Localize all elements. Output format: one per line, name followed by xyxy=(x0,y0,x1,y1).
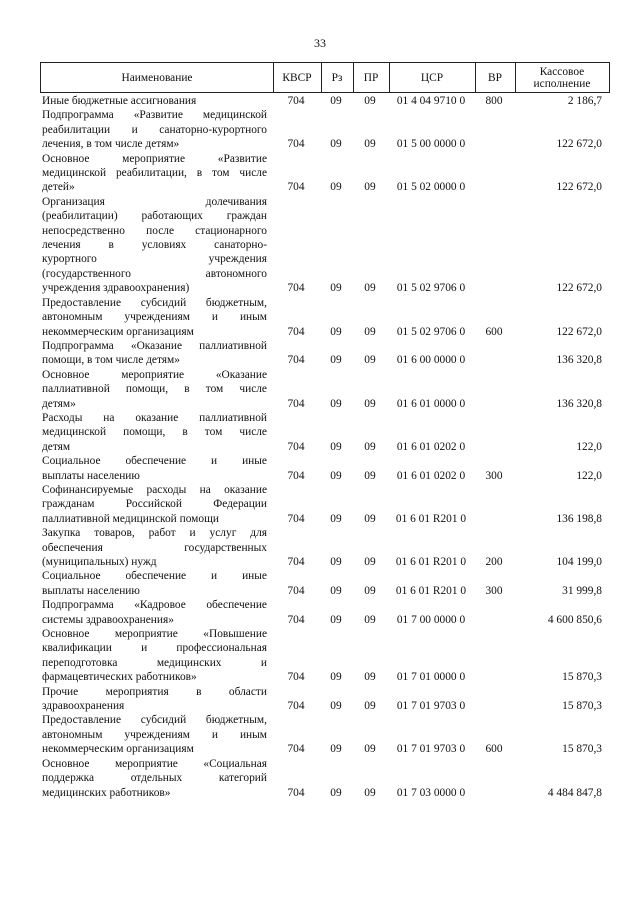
cell-sum: 136 198,8 xyxy=(556,512,602,525)
cell-pr: 09 xyxy=(364,700,376,713)
cell-rz: 09 xyxy=(330,95,342,107)
table-row xyxy=(40,757,610,800)
table-row xyxy=(40,713,610,756)
cell-rz: 09 xyxy=(330,138,342,151)
row-name-line: фармацевтических работников» xyxy=(42,671,197,684)
table-row xyxy=(40,94,610,108)
cell-kvsr: 704 xyxy=(287,700,305,713)
cell-csr: 01 4 04 9710 0 xyxy=(396,95,466,107)
cell-csr: 01 6 01 0000 0 xyxy=(396,397,466,410)
cell-kvsr: 704 xyxy=(287,354,305,367)
cell-kvsr: 704 xyxy=(287,584,305,597)
row-name-line: Организация долечивания xyxy=(42,195,267,208)
row-name xyxy=(40,627,267,685)
cell-pr: 09 xyxy=(364,397,376,410)
row-name-line: квалификации и профессиональная xyxy=(42,642,267,655)
row-name xyxy=(40,569,267,598)
row-name-line: Предоставление субсидий бюджетным, xyxy=(42,296,267,309)
cell-kvsr: 704 xyxy=(287,138,305,151)
cell-rz: 09 xyxy=(330,440,342,453)
table-row xyxy=(40,569,610,598)
cell-pr: 09 xyxy=(364,671,376,684)
row-name-line: реабилитации и санаторно-курортного xyxy=(42,123,267,136)
column-header-vr: ВР xyxy=(488,71,502,84)
row-name-line: Социальное обеспечение и иные xyxy=(42,455,267,468)
row-name-line: Расходы на оказание паллиативной xyxy=(42,411,267,424)
cell-rz: 09 xyxy=(330,743,342,756)
cell-vr: 200 xyxy=(485,556,503,568)
row-name-line: лечения в условиях санаторно- xyxy=(42,239,267,252)
row-name-line: помощи, в том числе детям» xyxy=(42,354,180,367)
row-name xyxy=(40,411,267,454)
cell-vr: 600 xyxy=(485,743,503,756)
cell-csr: 01 6 01 R201 0 xyxy=(395,556,467,568)
row-name-line: (реабилитации) работающих граждан xyxy=(42,210,267,223)
table-row xyxy=(40,339,610,368)
table-row xyxy=(40,454,610,483)
row-name-line: системы здравоохранения» xyxy=(42,613,174,626)
cell-pr: 09 xyxy=(364,325,376,338)
cell-rz: 09 xyxy=(330,671,342,684)
row-name xyxy=(40,685,267,714)
row-name xyxy=(40,598,267,627)
cell-vr: 300 xyxy=(485,584,503,597)
row-name xyxy=(40,195,267,296)
cell-sum: 136 320,8 xyxy=(556,354,602,367)
cell-pr: 09 xyxy=(364,786,376,799)
cell-kvsr: 704 xyxy=(287,613,305,626)
row-name-line: некоммерческим организациям xyxy=(42,743,194,756)
row-name-line: Закупка товаров, работ и услуг для xyxy=(42,527,267,540)
row-name-line: Софинансируемые расходы на оказание xyxy=(42,483,267,496)
cell-pr: 09 xyxy=(364,138,376,151)
row-name-line: гражданам Российской Федерации xyxy=(42,498,267,511)
row-name-line: автономным учреждениям и иным xyxy=(42,311,267,324)
cell-pr: 09 xyxy=(364,556,376,568)
cell-rz: 09 xyxy=(330,397,342,410)
row-name-line: Основное мероприятие «Повышение xyxy=(42,628,267,641)
cell-rz: 09 xyxy=(330,512,342,525)
cell-kvsr: 704 xyxy=(287,95,305,107)
cell-rz: 09 xyxy=(330,469,342,482)
row-name-line: некоммерческим организациям xyxy=(42,325,194,338)
table-row xyxy=(40,195,610,296)
row-name-line: Иные бюджетные ассигнования xyxy=(42,95,197,107)
column-header-pr: ПР xyxy=(363,71,379,84)
row-name xyxy=(40,454,267,483)
cell-sum: 122 672,0 xyxy=(556,325,602,338)
row-name-line: выплаты населению xyxy=(42,584,140,597)
cell-rz: 09 xyxy=(330,556,342,568)
row-name-line: Предоставление субсидий бюджетным, xyxy=(42,714,267,727)
page-number: 33 xyxy=(314,36,326,50)
row-name-line: детям» xyxy=(42,397,76,410)
row-name xyxy=(40,94,267,108)
cell-kvsr: 704 xyxy=(287,282,305,295)
column-header-sum-line1: Кассовое xyxy=(539,65,585,78)
table-row xyxy=(40,296,610,339)
cell-sum: 122,0 xyxy=(576,440,602,453)
column-header-name: Наименование xyxy=(121,71,193,84)
cell-sum: 122 672,0 xyxy=(556,138,602,151)
cell-kvsr: 704 xyxy=(287,469,305,482)
column-header-sum xyxy=(515,63,609,92)
cell-csr: 01 7 01 0000 0 xyxy=(396,671,466,684)
column-header-kvsr: КВСР xyxy=(282,71,312,84)
row-name-line: детей» xyxy=(42,181,75,194)
row-name-line: выплаты населению xyxy=(42,469,140,482)
cell-sum: 4 600 850,6 xyxy=(547,613,602,626)
cell-csr: 01 5 02 9706 0 xyxy=(396,325,466,338)
cell-csr: 01 6 01 0202 0 xyxy=(396,440,466,453)
row-name xyxy=(40,152,267,195)
row-name-line: Социальное обеспечение и иные xyxy=(42,570,267,583)
cell-sum: 104 199,0 xyxy=(556,556,602,568)
table-header xyxy=(40,62,610,93)
row-name-line: автономным учреждениям и иным xyxy=(42,728,267,741)
cell-rz: 09 xyxy=(330,325,342,338)
row-name-line: поддержка отдельных категорий xyxy=(42,772,267,785)
cell-pr: 09 xyxy=(364,181,376,194)
cell-csr: 01 7 00 0000 0 xyxy=(396,613,466,626)
cell-rz: 09 xyxy=(330,584,342,597)
cell-pr: 09 xyxy=(364,354,376,367)
row-name-line: Подпрограмма «Оказание паллиативной xyxy=(42,339,267,352)
cell-csr: 01 7 01 9703 0 xyxy=(396,700,466,713)
cell-pr: 09 xyxy=(364,440,376,453)
cell-pr: 09 xyxy=(364,512,376,525)
cell-csr: 01 5 02 9706 0 xyxy=(396,282,466,295)
row-name xyxy=(40,526,267,569)
row-name-line: непосредственно после стационарного xyxy=(42,224,267,237)
table-row xyxy=(40,108,610,151)
row-name xyxy=(40,368,267,411)
cell-kvsr: 704 xyxy=(287,743,305,756)
cell-csr: 01 5 02 0000 0 xyxy=(396,181,466,194)
table-row xyxy=(40,152,610,195)
table-body xyxy=(40,94,610,800)
cell-csr: 01 5 00 0000 0 xyxy=(396,138,466,151)
cell-rz: 09 xyxy=(330,613,342,626)
cell-rz: 09 xyxy=(330,282,342,295)
cell-sum: 122 672,0 xyxy=(556,181,602,194)
table-row xyxy=(40,598,610,627)
cell-vr: 600 xyxy=(485,325,503,338)
row-name-line: лечения, в том числе детям» xyxy=(42,138,180,151)
table-row xyxy=(40,627,610,685)
cell-csr: 01 6 01 R201 0 xyxy=(395,512,467,525)
row-name-line: Основное мероприятие «Развитие xyxy=(42,152,267,165)
cell-csr: 01 6 01 R201 0 xyxy=(395,584,467,597)
cell-csr: 01 7 01 9703 0 xyxy=(396,743,466,756)
row-name-line: паллиативной медицинской помощи xyxy=(42,512,219,525)
row-name xyxy=(40,713,267,756)
row-name-line: обеспечения государственных xyxy=(42,541,267,554)
column-header-sum-line2: исполнение xyxy=(533,77,591,90)
row-name-line: здравоохранения xyxy=(42,700,125,713)
cell-kvsr: 704 xyxy=(287,325,305,338)
table-row xyxy=(40,411,610,454)
cell-kvsr: 704 xyxy=(287,181,305,194)
cell-kvsr: 704 xyxy=(287,512,305,525)
cell-kvsr: 704 xyxy=(287,671,305,684)
cell-sum: 15 870,3 xyxy=(562,743,602,756)
cell-sum: 15 870,3 xyxy=(562,700,602,713)
cell-sum: 2 186,7 xyxy=(567,95,602,107)
cell-csr: 01 7 03 0000 0 xyxy=(396,786,466,799)
table-row xyxy=(40,483,610,526)
cell-sum: 4 484 847,8 xyxy=(547,786,602,799)
row-name xyxy=(40,296,267,339)
row-name xyxy=(40,108,267,151)
cell-rz: 09 xyxy=(330,181,342,194)
table-row xyxy=(40,368,610,411)
cell-pr: 09 xyxy=(364,95,376,107)
cell-csr: 01 6 01 0202 0 xyxy=(396,469,466,482)
cell-kvsr: 704 xyxy=(287,397,305,410)
row-name-line: Прочие мероприятия в области xyxy=(42,685,267,698)
cell-sum: 122,0 xyxy=(576,469,602,482)
cell-sum: 15 870,3 xyxy=(562,671,602,684)
row-name xyxy=(40,339,267,368)
row-name-line: (государственного автономного xyxy=(42,267,267,280)
row-name-line: переподготовка медицинских и xyxy=(42,656,267,669)
cell-kvsr: 704 xyxy=(287,786,305,799)
cell-vr: 300 xyxy=(485,469,503,482)
cell-pr: 09 xyxy=(364,584,376,597)
cell-rz: 09 xyxy=(330,700,342,713)
cell-pr: 09 xyxy=(364,613,376,626)
table-row xyxy=(40,526,610,569)
cell-kvsr: 704 xyxy=(287,556,305,568)
column-header-rz: Рз xyxy=(331,71,343,84)
row-name-line: Основное мероприятие «Социальная xyxy=(42,757,267,770)
cell-pr: 09 xyxy=(364,743,376,756)
row-name-line: учреждения здравоохранения) xyxy=(42,282,190,295)
row-name-line: детям xyxy=(42,440,71,453)
row-name xyxy=(40,757,267,800)
row-name-line: медицинской помощи, в том числе xyxy=(42,426,267,439)
cell-sum: 136 320,8 xyxy=(556,397,602,410)
cell-kvsr: 704 xyxy=(287,440,305,453)
cell-pr: 09 xyxy=(364,469,376,482)
cell-vr: 800 xyxy=(485,95,503,107)
row-name-line: Подпрограмма «Развитие медицинской xyxy=(42,109,267,122)
row-name-line: Основное мероприятие «Оказание xyxy=(42,368,267,381)
cell-rz: 09 xyxy=(330,786,342,799)
column-header-csr: ЦСР xyxy=(420,71,444,84)
row-name-line: Подпрограмма «Кадровое обеспечение xyxy=(42,599,267,612)
row-name-line: медицинской реабилитации, в том числе xyxy=(42,167,267,180)
row-name xyxy=(40,483,267,526)
row-name-line: курортного учреждения xyxy=(42,253,267,266)
cell-pr: 09 xyxy=(364,282,376,295)
cell-sum: 122 672,0 xyxy=(556,282,602,295)
row-name-line: медицинских работников» xyxy=(42,786,171,799)
row-name-line: (муниципальных) нужд xyxy=(42,556,157,568)
row-name-line: паллиативной помощи, в том числе xyxy=(42,383,267,396)
cell-rz: 09 xyxy=(330,354,342,367)
table-row xyxy=(40,685,610,714)
cell-sum: 31 999,8 xyxy=(562,584,602,597)
cell-csr: 01 6 00 0000 0 xyxy=(396,354,466,367)
